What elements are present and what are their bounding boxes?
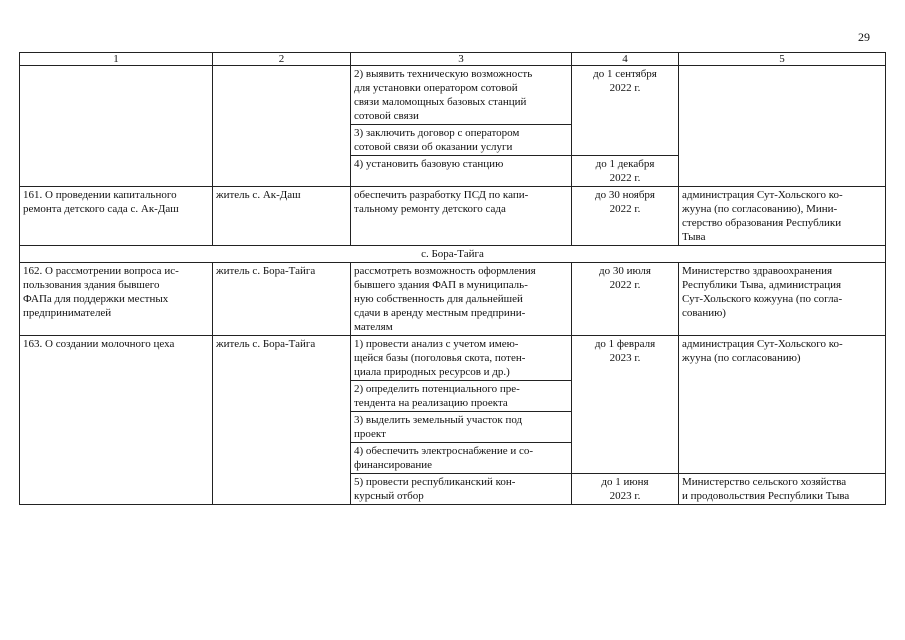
table-row <box>20 66 886 125</box>
header-row <box>20 53 886 66</box>
responsible-cell <box>679 66 886 187</box>
action-cell: обеспечить разработку ПСД по капи- тальному ремонту детского сада <box>351 187 572 246</box>
action-cell: 4) установить базовую станцию <box>351 156 572 187</box>
title-cell: 163. О создании молочного цеха <box>20 336 213 505</box>
deadline-cell: до 30 июля 2022 г. <box>572 263 679 336</box>
initiator-cell: житель с. Бора-Тайга <box>213 336 351 505</box>
table-row <box>20 263 886 336</box>
responsible-cell: Министерство сельского хозяйства и продовольствия Республики Тыва <box>679 474 886 505</box>
section-heading: с. Бора-Тайга <box>20 246 886 263</box>
initiator-cell <box>213 66 351 187</box>
deadline-cell: до 1 июня 2023 г. <box>572 474 679 505</box>
title-cell <box>20 66 213 187</box>
column-header: 3 <box>351 53 572 66</box>
responsible-cell: администрация Сут-Хольского ко- жууна (по согласованию) <box>679 336 886 474</box>
title-cell: 162. О рассмотрении вопроса ис- пользования здания бывшего ФАПа для поддержки местных предпринимателей <box>20 263 213 336</box>
action-cell: 3) заключить договор с оператором сотовой связи об оказании услуги <box>351 125 572 156</box>
initiator-cell: житель с. Бора-Тайга <box>213 263 351 336</box>
action-cell: 1) провести анализ с учетом имею- щейся базы (поголовья скота, потен- циала природных ресурсов и др.) <box>351 336 572 381</box>
action-cell: рассмотреть возможность оформления бывшего здания ФАП в муниципаль- ную собственность для дальнейшей сдачи в аренду местным предприни- мателям <box>351 263 572 336</box>
table-row <box>20 187 886 246</box>
action-plan-table <box>19 52 886 505</box>
action-cell: 3) выделить земельный участок под проект <box>351 412 572 443</box>
deadline-cell: до 1 декабря 2022 г. <box>572 156 679 187</box>
column-header: 4 <box>572 53 679 66</box>
column-header: 1 <box>20 53 213 66</box>
responsible-cell: администрация Сут-Хольского ко- жууна (по согласованию), Мини- стерство образования Республики Тыва <box>679 187 886 246</box>
deadline-cell: до 1 февраля 2023 г. <box>572 336 679 474</box>
action-cell: 5) провести республиканский кон- курсный отбор <box>351 474 572 505</box>
initiator-cell: житель с. Ак-Даш <box>213 187 351 246</box>
deadline-cell: до 1 сентября 2022 г. <box>572 66 679 156</box>
page-number: 29 <box>858 30 870 44</box>
title-cell: 161. О проведении капитального ремонта детского сада с. Ак-Даш <box>20 187 213 246</box>
section-row <box>20 246 886 263</box>
column-header: 2 <box>213 53 351 66</box>
action-cell: 4) обеспечить электроснабжение и со- финансирование <box>351 443 572 474</box>
deadline-cell: до 30 ноября 2022 г. <box>572 187 679 246</box>
action-cell: 2) определить потенциального пре- тендента на реализацию проекта <box>351 381 572 412</box>
action-cell: 2) выявить техническую возможность для установки оператором сотовой связи маломощных базовых станций сотовой связи <box>351 66 572 125</box>
column-header: 5 <box>679 53 886 66</box>
responsible-cell: Министерство здравоохранения Республики Тыва, администрация Сут-Хольского кожууна (по согла- сованию) <box>679 263 886 336</box>
table-row <box>20 336 886 381</box>
